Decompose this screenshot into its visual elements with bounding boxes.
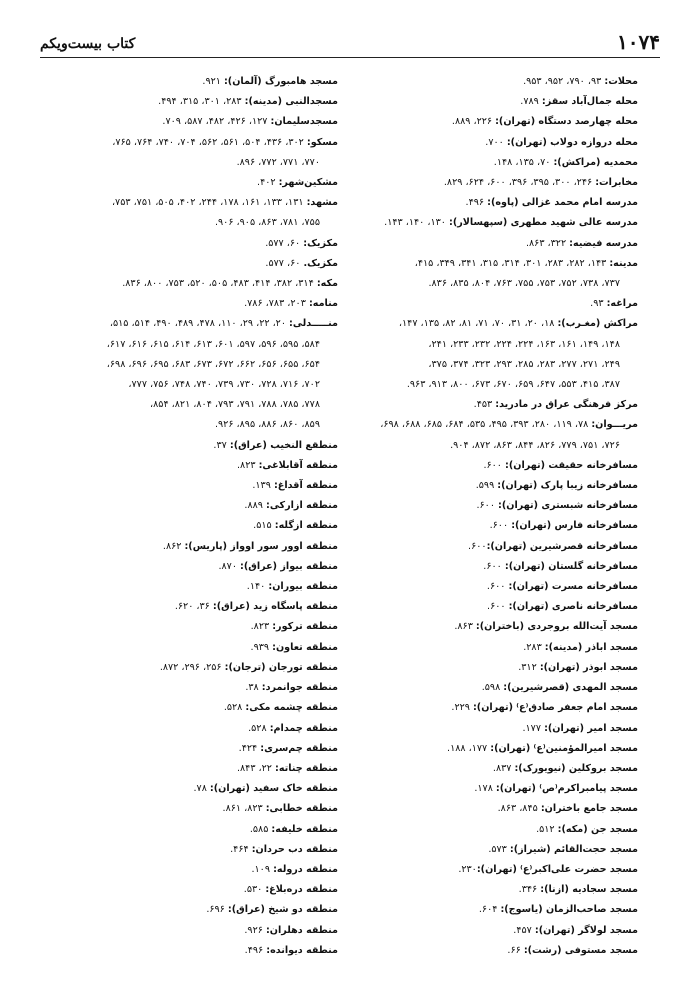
index-term: منامه: (308, 298, 338, 310)
index-entry (336, 759, 638, 779)
index-entry (336, 577, 638, 597)
index-page-refs: ۳۴۶. (518, 884, 541, 896)
index-page-refs: ۲۴۶، ۳۰۰، ۳۹۵، ۳۹۶، ۶۰۰، ۶۲۴، ۸۲۹. (443, 177, 596, 189)
index-entry (336, 900, 638, 920)
index-entry (38, 173, 338, 193)
index-page-refs: ۴۶۴. (230, 843, 252, 855)
index-page-refs: ۶۰، ۵۷۷. (265, 237, 304, 249)
index-term: مسافرخانه قصرشیرین (تهران): (486, 540, 638, 552)
index-term: مسافرخانه فارس (تهران): (511, 520, 638, 532)
index-page-refs: ۵۱۵. (253, 520, 275, 532)
index-entry (38, 476, 338, 496)
index-page-refs: ۴۹۶. (465, 197, 488, 209)
index-entry (38, 840, 338, 860)
index-entry (336, 153, 638, 173)
index-entry (336, 72, 638, 92)
index-page-refs: ۷۰۲، ۷۱۶، ۷۲۸، ۷۳۰، ۷۳۹، ۷۴۰، ۷۴۸، ۷۵۶، ۷۷۷، (128, 379, 320, 391)
index-term: مسجد هامبورگ (آلمان): (223, 76, 338, 87)
index-entry (336, 294, 638, 314)
index-page-refs: ۷۳۷، ۷۳۸، ۷۵۲، ۷۵۳، ۷۵۵، ۷۶۳، ۸۰۴، ۸۳۵، ۸۳۶. (428, 278, 620, 290)
index-page-refs: ۵۷۳. (488, 843, 510, 855)
index-term: مسجد جن (مکه): (557, 823, 638, 835)
index-term: مسجد المهدی (قصرشیرین): (503, 682, 638, 694)
index-term: مدرسه امام محمد غزالی (پاوه): (487, 197, 638, 209)
index-entry (38, 719, 338, 739)
index-term: منطقه خطابی: (265, 803, 338, 815)
index-page-refs: ۱۳۰، ۱۴۰، ۱۴۳. (384, 217, 449, 229)
index-term: مراغه: (606, 298, 638, 310)
index-term: منطقه تورجان (ترجان): (224, 661, 338, 673)
index-term: مسجدالنبی (مدینه): (244, 96, 338, 108)
index-term: مسافرخانه زیبا پارک (تهران): (497, 480, 638, 492)
index-term: مسجد بروکلین (نیویورک): (514, 762, 638, 774)
index-term: مسجد حضرت علی‌اکبر⁽ع⁾ (تهران): (476, 863, 638, 875)
index-term: مسجد لولاگر (تهران): (534, 924, 638, 936)
index-page-refs: ۸۶۲. (162, 540, 185, 552)
index-page-refs: ۵۳۰. (243, 884, 266, 896)
index-entry (38, 193, 338, 213)
index-page-refs: ۲۲۶، ۸۸۹. (451, 116, 496, 128)
index-entry (336, 415, 638, 435)
index-entry (336, 719, 638, 739)
index-term: منطقه جوانمرد: (261, 682, 338, 694)
index-entry (336, 254, 638, 274)
index-term: مسجد اباذر (مدینه): (544, 641, 638, 653)
index-entry (38, 92, 338, 112)
index-entry (38, 557, 338, 577)
index-entry (336, 456, 638, 476)
index-entry (38, 799, 338, 819)
index-entry (336, 557, 638, 577)
index-entry (38, 617, 338, 637)
index-entry (336, 234, 638, 254)
index-term: مسجدسلیمان: (270, 116, 338, 128)
index-page-refs: ۶۰۴. (478, 904, 501, 916)
index-entry (38, 820, 338, 840)
index-page-refs: ۲۵۶، ۲۹۶، ۸۷۲. (159, 661, 225, 673)
index-term: محلات: (604, 76, 638, 87)
index-term: منطقه خاک سفید (تهران): (209, 783, 338, 795)
index-term: محله جمال‌آباد سقز: (541, 96, 638, 108)
index-term: محله چهارصد دستگاه (تهران): (495, 116, 638, 128)
index-page-refs: ۷۷۸، ۷۸۵، ۷۸۸، ۷۹۱، ۷۹۳، ۸۰۴، ۸۲۱، ۸۵۴، (150, 399, 320, 411)
index-page-refs: ۸۷۰. (218, 560, 241, 572)
index-entry-continuation (336, 436, 638, 456)
index-term: منطقه چم‌سری: (260, 742, 338, 754)
index-page-refs: ۷۸۹. (520, 96, 542, 108)
index-term: مراکش (مغـرب): (557, 318, 638, 330)
index-page-refs: ۲۰۳، ۷۸۳، ۷۸۶. (244, 298, 309, 310)
index-page-refs: ۵۲۸. (248, 722, 270, 734)
index-page-refs: ۱۴۸، ۱۴۹، ۱۶۱، ۱۶۳، ۲۲۴، ۲۲۴، ۲۳۲، ۲۳۳، ۲۴۱، (428, 338, 620, 350)
index-page-refs: ۶۶. (507, 944, 524, 956)
index-term: منطقع النخیب (عراق): (229, 439, 338, 451)
index-page-refs: ۸۲۳. (250, 621, 273, 633)
index-term: مشکین‌شهر: (278, 177, 338, 189)
index-entry (38, 698, 338, 718)
index-page-refs: ۹۲۱. (202, 76, 224, 87)
index-entry (38, 860, 338, 880)
index-term: مسجد آیت‌الله بروجردی (باختران): (475, 621, 638, 633)
index-page-refs: ۳۶، ۶۲۰. (174, 601, 213, 613)
index-column-right (336, 72, 638, 961)
index-term: منطقه دیوانده: (266, 944, 338, 956)
index-term: مسافرخانه مسرت (تهران): (508, 581, 638, 593)
index-entry (336, 314, 638, 334)
index-page-refs: ۱۲۷، ۴۲۶، ۴۸۲، ۵۸۷، ۷۰۹. (162, 116, 271, 128)
index-page-refs: ۱۸، ۲۰، ۳۱، ۷۰، ۷۱، ۸۱، ۸۲، ۱۳۵، ۱۴۷، (398, 318, 558, 330)
index-page-refs: ۹۲۶. (244, 924, 266, 936)
index-entry-continuation (336, 375, 638, 395)
index-page-refs: ۸۲۳. (236, 459, 259, 471)
index-page-refs: ۷۰۰. (485, 136, 507, 148)
index-entry (38, 314, 338, 334)
index-page-refs: ۹۳، ۷۹۰، ۹۵۲، ۹۵۳. (523, 76, 605, 87)
index-entry (336, 193, 638, 213)
index-entry (336, 496, 638, 516)
index-term: مسجد پیامبراکرم⁽ص⁾ (تهران): (495, 783, 638, 795)
index-page-refs: ۶۰۰. (486, 581, 509, 593)
index-page-refs: ۱۷۷. (522, 722, 545, 734)
index-page-refs: ۸۶۳. (454, 621, 476, 633)
index-page-refs: ۶۰۰. (487, 601, 509, 613)
index-entry-continuation (336, 335, 638, 355)
index-page-refs: ۶۵۴، ۶۵۵، ۶۵۶، ۶۶۲، ۶۷۲، ۶۷۳، ۶۸۳، ۶۹۵، ۶۹۶، ۶۹۸، (106, 358, 320, 370)
index-page-refs: ۲۳۰. (458, 863, 477, 875)
index-entry (336, 476, 638, 496)
index-entry (336, 537, 638, 557)
index-term: مسافرخانه حقیقت (تهران): (505, 459, 638, 471)
index-entry (336, 860, 638, 880)
index-entry (38, 638, 338, 658)
index-entry (38, 537, 338, 557)
index-page-refs: ۲۸۳. (523, 641, 545, 653)
index-entry-continuation (38, 395, 338, 415)
index-entry (38, 234, 338, 254)
index-term: منطقه بیواز (عراق): (240, 560, 338, 572)
index-term: مکزیک. (303, 257, 338, 269)
index-page-refs: ۸۳۷. (492, 762, 515, 774)
index-entry (336, 739, 638, 759)
index-term: منطقه پاسگاه زید (عراق): (212, 601, 338, 613)
index-page-refs: ۳۰۲، ۴۳۶، ۵۰۴، ۵۶۱، ۵۶۲، ۷۰۴، ۷۴۰، ۷۶۴، ۷۶۵، (112, 136, 307, 148)
index-term: منطقه خلیفه: (271, 823, 338, 835)
index-term: مسافرخانه شبستری (تهران): (498, 500, 638, 512)
index-page-refs: ۷۰، ۱۳۵، ۱۴۸. (493, 156, 554, 168)
index-entry (336, 597, 638, 617)
header-rule (40, 57, 660, 58)
index-entry (336, 658, 638, 678)
index-term: محله دروازه دولاب (تهران): (506, 136, 638, 148)
index-page-refs: ۱۴۰. (246, 581, 269, 593)
index-entry (38, 921, 338, 941)
index-page-refs: ۱۰۹. (251, 863, 274, 875)
index-entry (336, 638, 638, 658)
index-entry (336, 395, 638, 415)
index-entry (336, 799, 638, 819)
index-term: مسافرخانه ناصری (تهران): (508, 601, 638, 613)
page-number: ۱۰۷۴ (617, 30, 660, 54)
index-entry (38, 941, 338, 961)
index-page-refs: ۷۷۰، ۷۷۱، ۷۷۲، ۸۹۶. (236, 156, 320, 168)
index-entry (336, 820, 638, 840)
index-term: مسجد حجت‌القائم (شیراز): (509, 843, 638, 855)
index-entry (38, 597, 338, 617)
index-page-refs: ۶۹۶. (206, 904, 228, 916)
index-term: مکه: (316, 278, 338, 290)
index-page-refs: ۵۹۸. (481, 682, 504, 694)
index-page-refs: ۴۰۲. (257, 177, 279, 189)
index-term: منـــــدلی: (289, 318, 338, 330)
index-page-refs: ۷۵۵، ۷۸۱، ۸۶۳، ۹۰۵، ۹۰۶. (214, 217, 320, 229)
index-term: منطقه دو شیخ (عراق): (227, 904, 338, 916)
index-page-refs: ۷۸. (193, 783, 210, 795)
index-entry-continuation (38, 213, 338, 233)
index-page-refs: ۱۷۷، ۱۸۸. (447, 742, 491, 754)
index-page-refs: ۱۷۸. (474, 783, 496, 795)
index-page-refs: ۹۳۹. (250, 641, 273, 653)
index-entry (336, 92, 638, 112)
index-term: منطقه دهلران: (265, 924, 338, 936)
index-entry-continuation (38, 153, 338, 173)
index-page-refs: ۱۳۹. (252, 480, 274, 492)
index-term: مسجد مستوفی (رشت): (523, 944, 638, 956)
index-page-refs: ۳۷. (213, 439, 230, 451)
index-page-refs: ۹۳. (590, 298, 607, 310)
index-page-refs: ۴۹۶. (244, 944, 267, 956)
index-entry (336, 880, 638, 900)
index-entry (336, 213, 638, 233)
index-entry (38, 779, 338, 799)
index-term: منطقه ترکور: (272, 621, 338, 633)
index-page-refs: ۶۰۰. (489, 520, 512, 532)
index-entry (336, 173, 638, 193)
index-entry (336, 941, 638, 961)
index-term: منطقه ازارکی: (265, 500, 338, 512)
index-page-refs: ۸۸۹. (244, 500, 266, 512)
index-page-refs: ۵۸۵. (249, 823, 272, 835)
index-page-refs: ۱۳۱، ۱۳۳، ۱۶۱، ۱۷۸، ۲۴۴، ۴۰۲، ۵۰۵، ۷۵۱، ۷۵۳، (111, 197, 307, 209)
index-term: منطقه چشمه مکی: (245, 702, 338, 714)
index-page-refs: ۲۸۳، ۳۰۱، ۳۱۵، ۴۹۴. (158, 96, 245, 108)
index-entry-continuation (38, 355, 338, 375)
index-entry-continuation (336, 274, 638, 294)
index-term: محمدیه (مراکش): (553, 156, 638, 168)
index-entry (38, 759, 338, 779)
index-term: منطقه تعاون: (272, 641, 338, 653)
index-term: مخابرات: (595, 177, 638, 189)
index-page-refs: ۳۱۴، ۳۸۲، ۴۱۴، ۴۸۳، ۵۰۵، ۵۲۰، ۷۵۳، ۸۰۰، ۸۳۶. (122, 278, 317, 290)
index-entry-continuation (38, 375, 338, 395)
index-page-refs: ۵۲۸. (223, 702, 246, 714)
index-term: منطقه چمدام: (269, 722, 338, 734)
page-header (40, 30, 660, 56)
index-entry (38, 436, 338, 456)
index-entry (38, 900, 338, 920)
index-page-refs: ۵۹۹. (475, 480, 498, 492)
index-term: منطقه آقابلاغی: (258, 459, 338, 471)
index-page-refs: ۷۸، ۱۱۹، ۲۸۰، ۳۹۳، ۴۹۵، ۵۳۵، ۶۸۴، ۶۸۵، ۶۸۸، ۶۹۸، (380, 419, 592, 431)
book-title: کتاب بیست‌ویکم (40, 36, 136, 52)
index-term: منطقه آقداغ: (273, 480, 338, 492)
index-page-refs: ۶۰۰. (468, 540, 487, 552)
index-term: مسجد امیر (تهران): (544, 722, 638, 734)
index-term: منطقه ازگله: (274, 520, 338, 532)
index-entry (38, 274, 338, 294)
index-entry (38, 456, 338, 476)
index-term: منطقه دره‌بلاغ: (265, 884, 338, 896)
index-page-refs: ۲۰، ۲۲، ۲۹، ۱۱۰، ۴۷۸، ۴۸۹، ۴۹۰، ۵۱۴، ۵۱۵، (109, 318, 290, 330)
index-page-refs: ۴۵۷. (513, 924, 535, 936)
index-page-refs: ۸۲۳، ۸۶۱. (222, 803, 266, 815)
index-term: مسافرخانه گلستان (تهران): (504, 560, 638, 572)
index-entry (336, 617, 638, 637)
index-term: منطقه دروله: (273, 863, 338, 875)
index-term: مسجد جامع باختران: (540, 803, 638, 815)
index-term: مریـــوان: (591, 419, 638, 431)
index-entry (38, 254, 338, 274)
index-entry (38, 496, 338, 516)
index-term: مسجد سجادیه (ازنا): (540, 884, 638, 896)
index-entry (38, 658, 338, 678)
index-term: مدرسه عالی شهید مطهری (سپهسالار): (448, 217, 638, 229)
index-page-refs: ۳۱۲. (518, 661, 540, 673)
index-entry (336, 779, 638, 799)
index-entry (38, 294, 338, 314)
index-term: منطقه دب حردان: (251, 843, 338, 855)
index-page-refs: ۸۵۹، ۸۶۰، ۸۸۶، ۸۹۵، ۹۲۶. (214, 419, 320, 431)
index-entry (336, 516, 638, 536)
index-entry (336, 921, 638, 941)
index-term: مشهد: (306, 197, 338, 209)
index-column-left (38, 72, 338, 961)
index-entry-continuation (336, 355, 638, 375)
index-term: مدینه: (609, 257, 638, 269)
index-entry (336, 678, 638, 698)
index-entry-continuation (38, 335, 338, 355)
index-page-refs: ۲۴۹، ۲۷۱، ۲۷۷، ۲۸۳، ۲۸۵، ۲۹۳، ۳۲۳، ۳۷۴، ۳۷۵، (428, 358, 620, 370)
index-page-refs: ۳۲۲، ۸۶۳. (525, 237, 570, 249)
index-page-refs: ۶۰، ۵۷۷. (265, 257, 304, 269)
index-page-refs: ۶۰۰. (483, 560, 505, 572)
index-entry (38, 739, 338, 759)
index-term: منطقه اوور سور اوواز (پاریس): (184, 540, 338, 552)
index-page-refs: ۳۸۷، ۴۱۵، ۵۵۳، ۶۴۷، ۶۵۹، ۶۷۰، ۶۷۳، ۸۰۰، ۹۱۳، ۹۶۳. (406, 379, 620, 391)
index-page-refs: ۸۴۵، ۸۶۳. (497, 803, 541, 815)
index-page-refs: ۶۰۰. (476, 500, 499, 512)
index-term: مسجد ابوذر (تهران): (539, 661, 638, 673)
index-term: مسجد امیرالمؤمنین⁽ع⁾ (تهران): (490, 742, 638, 754)
index-page-refs: ۳۸. (245, 682, 262, 694)
index-entry (38, 577, 338, 597)
index-page-refs: ۶۰۰. (483, 459, 506, 471)
index-entry (336, 698, 638, 718)
index-entry (336, 840, 638, 860)
index-term: مدرسه فیضیه: (569, 237, 638, 249)
index-page-refs: ۴۲۴. (238, 742, 261, 754)
index-page-refs: ۲۲، ۸۴۳. (236, 762, 276, 774)
index-entry (38, 678, 338, 698)
index-term: مسجد امام جعفر صادق⁽ع⁾ (تهران): (472, 702, 638, 714)
index-term: مسجد صاحب‌الزمان (یاسوج): (500, 904, 638, 916)
index-entry (38, 72, 338, 92)
index-entry (336, 112, 638, 132)
index-page-refs: ۷۲۶، ۷۵۱، ۷۷۹، ۸۲۶، ۸۴۴، ۸۶۳، ۸۷۲، ۹۰۴. (450, 439, 620, 451)
index-page-refs: ۵۱۲. (536, 823, 558, 835)
index-entry-continuation (38, 415, 338, 435)
index-page-refs: ۴۵۳. (473, 399, 496, 411)
index-page-refs: ۵۸۴، ۵۹۵، ۵۹۶، ۵۹۷، ۶۰۱، ۶۱۳، ۶۱۴، ۶۱۵، ۶۱۶، ۶۱۷، (106, 338, 320, 350)
index-page-refs: ۲۲۹. (451, 702, 473, 714)
index-term: مسکو: (306, 136, 338, 148)
index-term: منطقه بیوران: (268, 581, 338, 593)
index-entry (38, 880, 338, 900)
index-entry (38, 112, 338, 132)
index-entry (336, 133, 638, 153)
index-term: مرکز فرهنگی عراق در مادرید: (495, 399, 638, 411)
index-page-refs: ۱۴۳، ۲۸۲، ۲۸۳، ۳۰۱، ۳۱۴، ۳۱۵، ۳۴۱، ۳۴۹، ۴۱۵، (414, 257, 610, 269)
index-term: مکزیک: (303, 237, 338, 249)
index-entry (38, 133, 338, 153)
index-term: منطقه چناته: (275, 762, 338, 774)
index-entry (38, 516, 338, 536)
